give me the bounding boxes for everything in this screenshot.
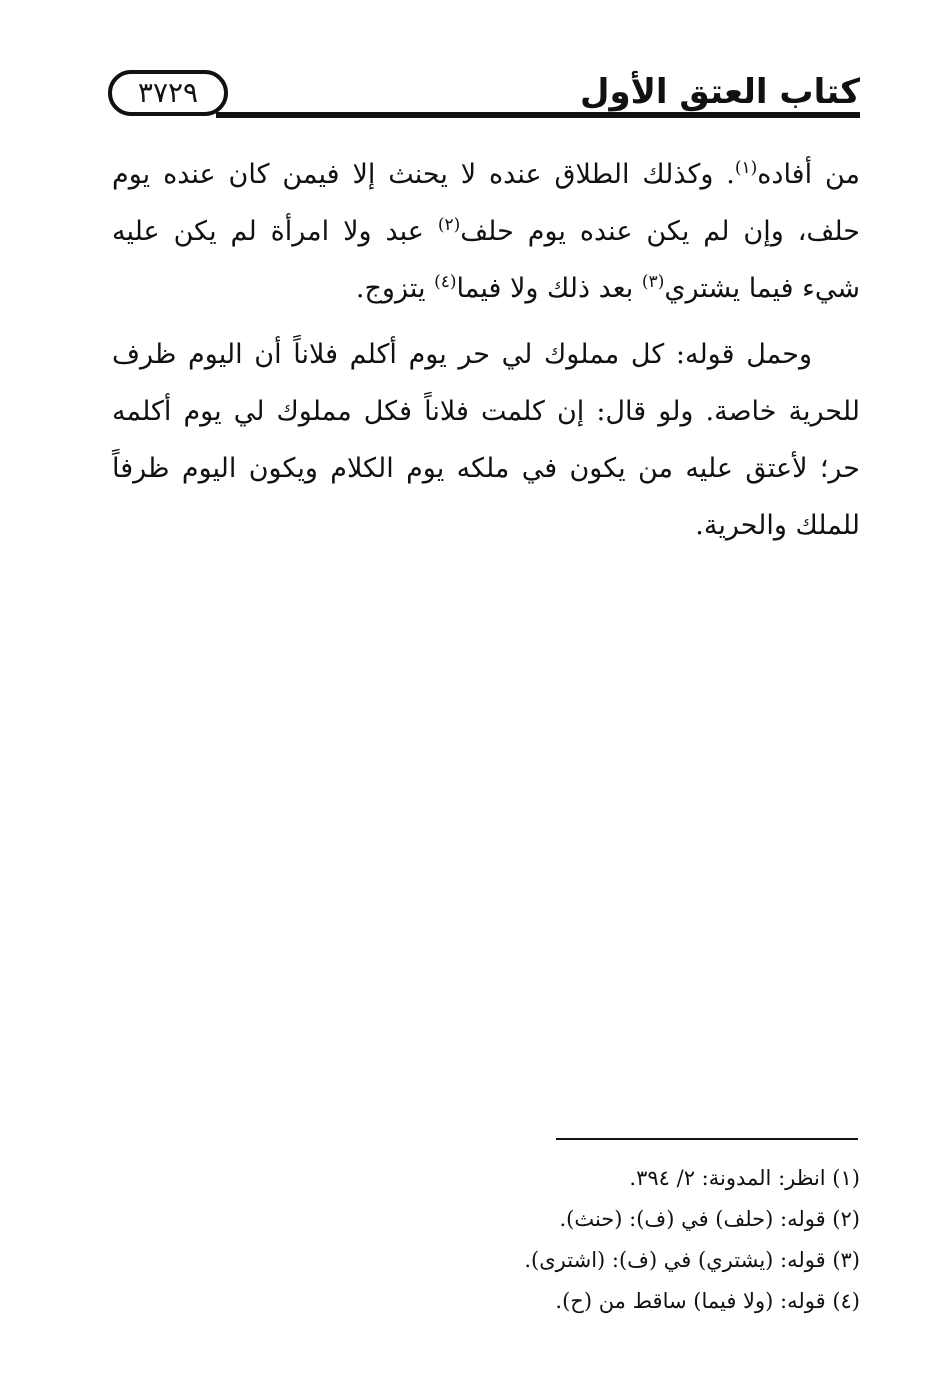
text-run: من أفاده — [757, 159, 860, 190]
text-run: . وكذلك الطلاق عنده لا يحنث إلا فيمن كان عنده يوم حلف، وإن لم يكن عنده يوم حلف — [112, 159, 860, 247]
book-title: كتاب العتق الأول — [579, 72, 860, 112]
footnote-ref: (٢) — [437, 215, 461, 235]
page-header — [108, 56, 860, 120]
footnote: (٣) قوله: (يشتري) في (ف): (اشترى). — [524, 1248, 860, 1272]
paragraph — [112, 326, 860, 554]
footnote: (٢) قوله: (حلف) في (ف): (حنث). — [559, 1207, 860, 1231]
footnote-ref: (١) — [734, 158, 758, 178]
footnotes — [112, 1158, 860, 1322]
page-number: ٣٧٢٩ — [137, 76, 199, 109]
text-run: يتزوج. — [355, 273, 435, 304]
paragraph — [112, 146, 860, 317]
footnote: (٤) قوله: (ولا فيما) ساقط من (ح). — [555, 1289, 860, 1313]
footnote-ref: (٤) — [434, 272, 457, 292]
footnote: (١) انظر: المدونة: ٢/ ٣٩٤. — [629, 1166, 860, 1190]
text-run: بعد ذلك ولا فيما — [456, 273, 642, 304]
footnote-ref: (٣) — [641, 272, 665, 292]
page-number-frame — [108, 70, 228, 116]
footnote-separator — [556, 1138, 858, 1140]
text-run: وحمل قوله: كل مملوك لي حر يوم أكلم فلاناً أن اليوم ظرف للحرية خاصة. ولو قال: إن كلمت فلاناً فكل مملوك لي يوم أكلمه حر؛ لأعتق عليه من يكون في ملكه يوم الكلام ويكون اليوم ظرفاً للملك والحرية. — [112, 339, 860, 541]
text-run: عبد ولا امرأة لم يكن عليه شيء فيما يشتري — [112, 216, 860, 304]
body-text — [112, 146, 860, 554]
header-rule — [216, 112, 860, 118]
